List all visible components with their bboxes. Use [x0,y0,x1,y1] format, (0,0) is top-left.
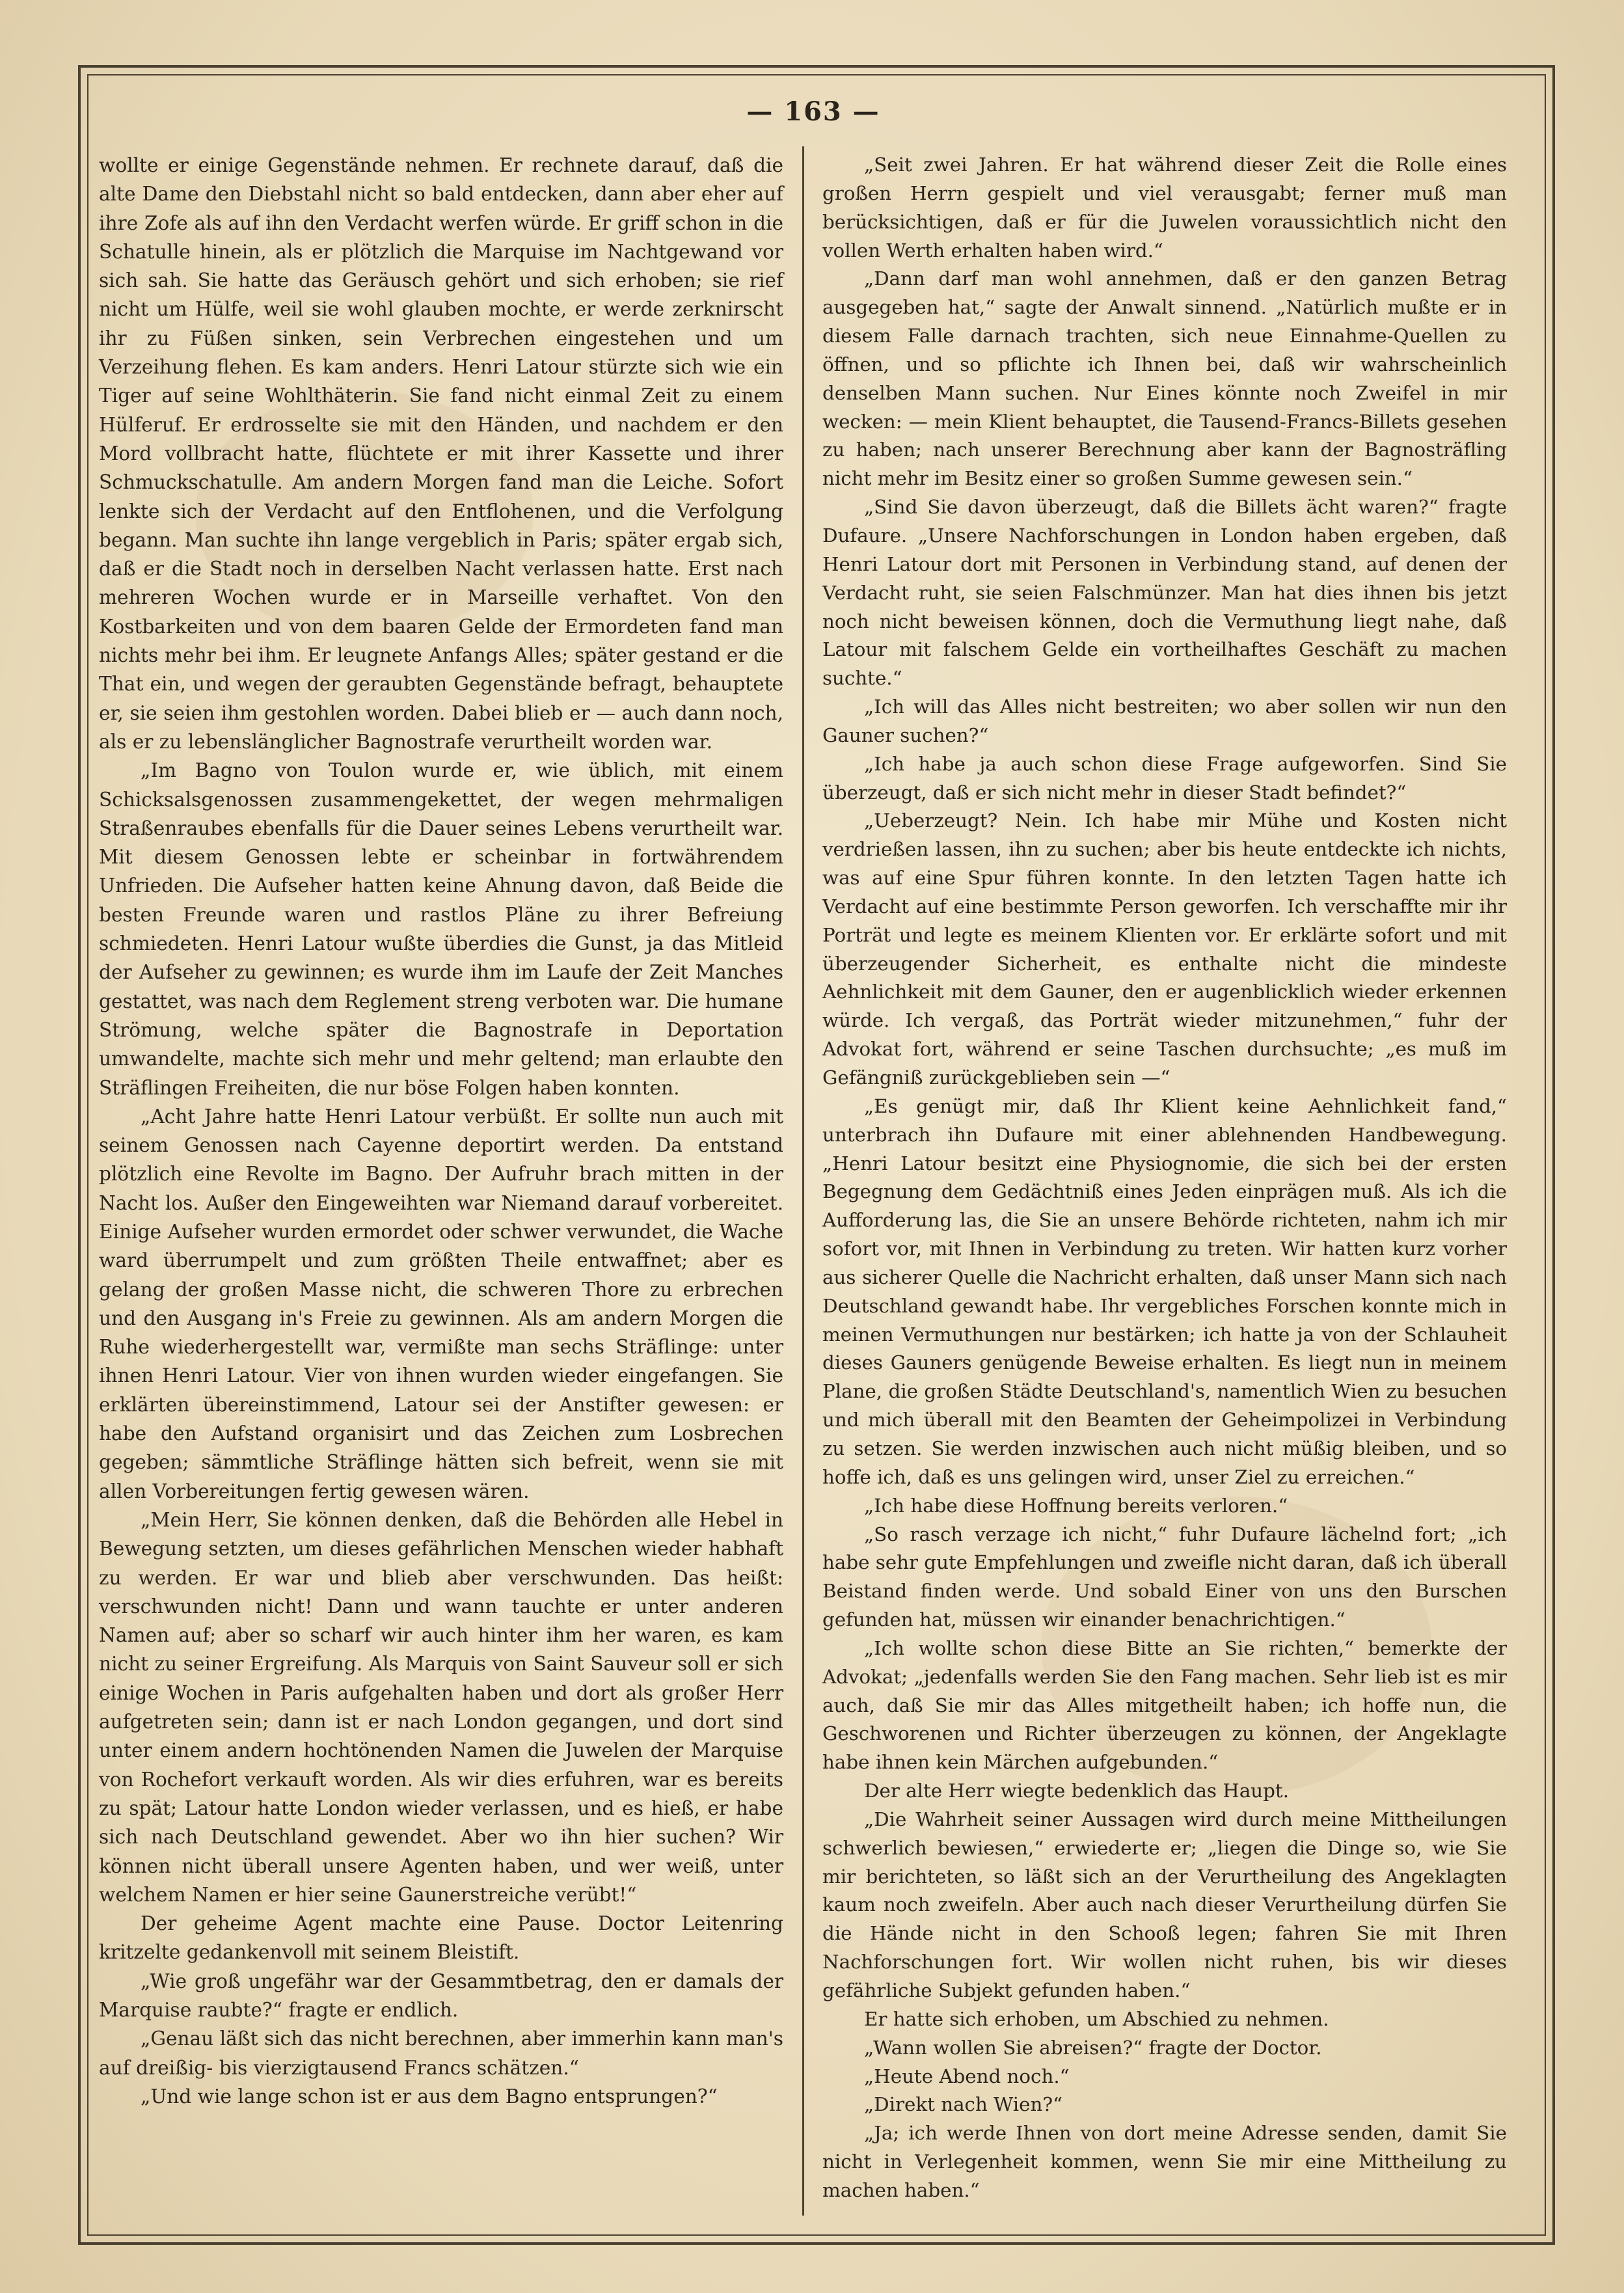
paragraph: „Wie groß ungefähr war der Gesammtbetrag, den er damals der Marquise raubte?“ fragte er endlich. [99,1970,783,2021]
paragraph: Der geheime Agent machte eine Pause. Doctor Leitenring kritzelte gedankenvoll mit seinem Bleistift. [99,1912,783,1964]
paragraph: „Wann wollen Sie abreisen?“ fragte der Doctor. [864,2036,1322,2059]
paragraph: „Direkt nach Wien?“ [864,2093,1062,2116]
paragraph: „Ueberzeugt? Nein. Ich habe mir Mühe und Kosten nicht verdrießen lassen, ihn zu suchen; aber bis heute entdeckte ich nichts, was auf eine Spur führen konnte. In den letzten Tagen hatte ich Verdacht auf eine bestimmte Person geworfen. Ich verschaffte mir ihr Porträt und legte es meinem Klienten vor. Er erklärte sofort und mit überzeugender Sicherheit, es enthalte nicht die mindeste Aehnlichkeit mit dem Gauner, den er augenblicklich wieder erkennen würde. Ich vergaß, das Porträt wieder mitzunehmen,“ fuhr der Advokat fort, während er seine Taschen durchsuchte; „es muß im Gefängniß zurückgeblieben sein —“ [822,809,1507,1089]
paragraph: „Es genügt mir, daß Ihr Klient keine Aehnlichkeit fand,“ unterbrach ihn Dufaure mit einer ablehnenden Handbewegung. „Henri Latour besitzt eine Physiognomie, die sich bei der ersten Begegnung dem Gedächtniß eines Jeden einprägen muß. Als ich die Aufforderung las, die Sie an unsere Behörde richteten, nahm ich mir sofort vor, mit Ihnen in Verbindung zu treten. Wir hatten kurz vorher aus sicherer Quelle die Nachricht erhalten, daß unser Mann sich nach Deutschland gewandt habe. Ihr vergebliches Forschen konnte mich in meinen Vermuthungen nur bestärken; ich hatte ja von der Schlauheit dieses Gauners genügende Beweise erhalten. Es liegt nun in meinem Plane, die großen Städte Deutschland's, namentlich Wien zu besuchen und mich überall mit den Beamten der Geheimpolizei in Verbindung zu setzen. Sie werden inzwischen auch nicht müßig bleiben, und so hoffe ich, daß es uns gelingen wird, unser Ziel zu erreichen.“ [822,1094,1507,1488]
paragraph: „Seit zwei Jahren. Er hat während dieser Zeit die Rolle eines großen Herrn gespielt und viel verausgabt; ferner muß man berücksichtigen, daß er für die Juwelen voraussichtlich nicht den vollen Werth erhalten haben wird.“ [822,154,1507,262]
paragraph: „Im Bagno von Toulon wurde er, wie üblich, mit einem Schicksalsgenossen zusammengekettet, der wegen mehrmaligen Straßenraubes ebenfalls für die Dauer seines Lebens verurtheilt war. Mit diesem Genossen lebte er scheinbar in fortwährendem Unfrieden. Die Aufseher hatten keine Ahnung davon, daß Beide die besten Freunde waren und rastlos Pläne zu ihrer Befreiung schmiedeten. Henri Latour wußte überdies die Gunst, ja das Mitleid der Aufseher zu gewinnen; es wurde ihm im Laufe der Zeit Manches gestattet, was nach dem Reglement streng verboten war. Die humane Strömung, welche später die Bagnostrafe in Deportation umwandelte, machte sich mehr und mehr geltend; man erlaubte den Sträflingen Freiheiten, die nur böse Folgen haben konnten. [99,759,783,1099]
paragraph: „Ich habe ja auch schon diese Frage aufgeworfen. Sind Sie überzeugt, daß er sich nicht mehr in dieser Stadt befindet?“ [822,752,1507,804]
column-divider [802,146,804,2216]
paragraph: „Sind Sie davon überzeugt, daß die Billets ächt waren?“ fragte Dufaure. „Unsere Nachforschungen in London haben ergeben, daß Henri Latour dort mit Personen in Verbindung stand, auf denen der Verdacht ruht, sie seien Falschmünzer. Man hat dies ihnen bis jetzt noch nicht beweisen können, doch die Vermuthung liegt nahe, daß Latour mit falschem Gelde ein vortheilhaftes Geschäft zu machen suchte.“ [822,496,1507,690]
paragraph: Der alte Herr wiegte bedenklich das Haupt. [864,1780,1290,1802]
paragraph: wollte er einige Gegenstände nehmen. Er rechnete darauf, daß die alte Dame den Diebstahl nicht so bald entdecken, dann aber eher auf ihre Zofe als auf ihn den Verdacht werfen würde. Er griff schon in die Schatulle hinein, als er plötzlich die Marquise im Nachtgewand vor sich sah. Sie hatte das Geräusch gehört und sich erhoben; sie rief nicht um Hülfe, weil sie wohl glauben mochte, er werde zerknirscht ihr zu Füßen sinken, sein Verbrechen eingestehen und um Verzeihung flehen. Es kam anders. Henri Latour stürzte sich wie ein Tiger auf seine Wohlthäterin. Sie fand nicht einmal Zeit zu einem Hülferuf. Er erdrosselte sie mit den Händen, und nachdem er den Mord vollbracht hatte, flüchtete er mit ihrer Kassette und ihrer Schmuckschatulle. Am andern Morgen fand man die Leiche. Sofort lenkte sich der Verdacht auf den Entflohenen, und die Verfolgung begann. Man suchte ihn lange vergeblich in Paris; später ergab sich, daß er die Stadt noch in derselben Nacht verlassen hatte. Erst nach mehreren Wochen wurde er in Marseille verhaftet. Von den Kostbarkeiten und von dem baaren Gelde der Ermordeten fand man nichts mehr bei ihm. Er leugnete Anfangs Alles; später gestand er die That ein, und wegen der geraubten Gegenstände befragt, behauptete er, sie seien ihm gestohlen worden. Dabei blieb er — auch dann noch, als er zu lebenslänglicher Bagnostrafe verurtheilt worden war. [99,154,783,753]
left-column [99,151,783,2111]
paragraph: „Heute Abend noch.“ [864,2065,1070,2087]
paragraph: „Ich will das Alles nicht bestreiten; wo aber sollen wir nun den Gauner suchen?“ [822,696,1507,746]
paragraph: Er hatte sich erhoben, um Abschied zu nehmen. [864,2007,1329,2030]
paragraph: „So rasch verzage ich nicht,“ fuhr Dufaure lächelnd fort; „ich habe sehr gute Empfehlungen und zweifle nicht daran, daß ich überall Beistand finden werde. Und sobald Einer von uns den Burschen gefunden hat, müssen wir einander benachrichtigen.“ [822,1523,1507,1631]
paragraph: „Genau läßt sich das nicht berechnen, aber immerhin kann man's auf dreißig- bis vierzigtausend Francs schätzen.“ [99,2028,783,2079]
page-number: — 163 — [746,96,880,127]
paragraph: „Ich wollte schon diese Bitte an Sie richten,“ bemerkte der Advokat; „jedenfalls werden Sie den Fang machen. Sehr lieb ist es mir auch, daß Sie mir das Alles mitgetheilt haben; ich hoffe nun, die Geschworenen und Richter überzeugen zu können, der Angeklagte habe ihnen kein Märchen aufgebunden.“ [822,1636,1507,1774]
paragraph: „Ich habe diese Hoffnung bereits verloren.“ [864,1494,1288,1517]
right-column [822,151,1507,2205]
paragraph: „Dann darf man wohl annehmen, daß er den ganzen Betrag ausgegeben hat,“ sagte der Anwalt sinnend. „Natürlich mußte er in diesem Falle darnach trachten, sich neue Einnahme-Quellen zu öffnen, und so pflichte ich Ihnen bei, daß wir wahrscheinlich denselben Mann suchen. Nur Eines könnte noch Zweifel in mir wecken: — mein Klient behauptet, die Tausend-Francs-Billets gesehen zu haben; nach unserer Berechnung aber kann der Bagnosträfling nicht mehr im Besitz einer so großen Summe gewesen sein.“ [822,267,1507,490]
paragraph: „Mein Herr, Sie können denken, daß die Behörden alle Hebel in Bewegung setzten, um dieses gefährlichen Menschen wieder habhaft zu werden. Er war und blieb aber verschwunden. Das heißt: verschwunden nicht! Dann und wann tauchte er unter anderen Namen auf; aber so scharf wir auch hinter ihm her waren, es kam nicht zu seiner Ergreifung. Als Marquis von Saint Sauveur soll er sich einige Wochen in Paris aufgehalten haben und dort als großer Herr aufgetreten sein; dann ist er nach London gegangen, und dort sind unter einem andern hochtönenden Namen die Juwelen der Marquise von Rochefort verkauft worden. Als wir dies erfuhren, war es bereits zu spät; Latour hatte London wieder verlassen, und es hieß, er habe sich nach Deutschland gewendet. Aber wo ihn hier suchen? Wir können nicht überall unsere Agenten haben, und wer weiß, unter welchem Namen er hier seine Gaunerstreiche verübt!“ [99,1508,783,1906]
paragraph: „Die Wahrheit seiner Aussagen wird durch meine Mittheilungen schwerlich bewiesen,“ erwiederte er; „liegen die Dinge so, wie Sie mir berichteten, so läßt sich an der Verurtheilung des Angeklagten kaum noch zweifeln. Aber auch nach dieser Verurtheilung dürfen Sie die Hände nicht in den Schooß legen; fahren Sie mit Ihren Nachforschungen fort. Wir wollen nicht ruhen, bis wir dieses gefährliche Subjekt gefunden haben.“ [822,1808,1507,2001]
paragraph: „Ja; ich werde Ihnen von dort meine Adresse senden, damit Sie nicht in Verlegenheit kommen, wenn Sie mir eine Mittheilung zu machen haben.“ [822,2122,1507,2201]
paragraph: „Acht Jahre hatte Henri Latour verbüßt. Er sollte nun auch mit seinem Genossen nach Cayenne deportirt werden. Da entstand plötzlich eine Revolte im Bagno. Der Aufruhr brach mitten in der Nacht los. Außer den Eingeweihten war Niemand darauf vorbereitet. Einige Aufseher wurden ermordet oder schwer verwundet, die Wache ward überrumpelt und zum größten Theile entwaffnet; aber es gelang der großen Masse nicht, die schweren Thore zu erbrechen und den Ausgang in's Freie zu gewinnen. Als am andern Morgen die Ruhe wiederhergestellt war, vermißte man sechs Sträflinge: unter ihnen Henri Latour. Vier von ihnen wurden wieder eingefangen. Sie erklärten übereinstimmend, Latour sei der Anstifter gewesen: er habe den Aufstand organisirt und das Zeichen zum Losbrechen gegeben; sämmtliche Sträflinge hätten sich befreit, wenn sie mit allen Vorbereitungen fertig gewesen wären. [99,1105,783,1502]
paragraph: „Und wie lange schon ist er aus dem Bagno entsprungen?“ [141,2085,718,2108]
